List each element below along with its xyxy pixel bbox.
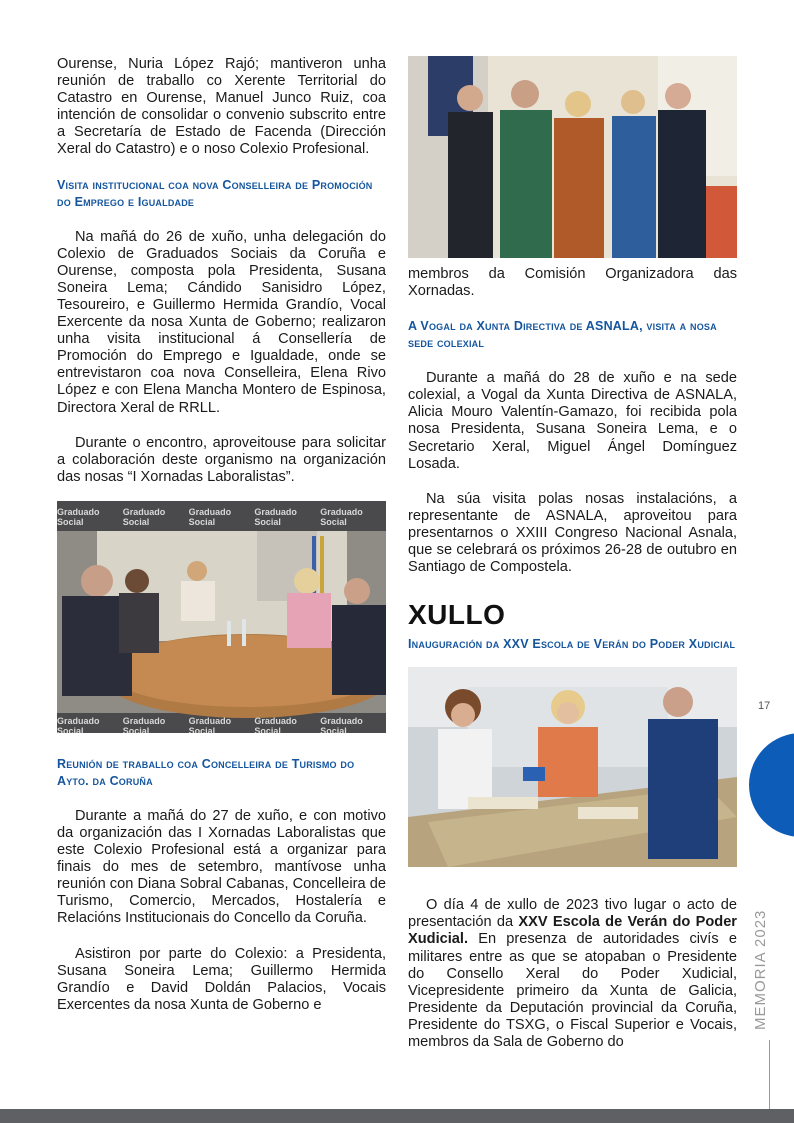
body-paragraph: Asistiron por parte do Colexio: a Presidenta, Susana Soneira Lema; Guillermo Hermida Grandío e David Doldán Palacios, Vocais Exercentes da nosa Xunta de Goberno e (57, 945, 386, 1013)
para-text: En presenza de autoridades civís e militares entre as que se atopaban o Presidente do Consello Xeral do Poder Xudicial, Vicepresidente primeiro da Xunta de Galicia, Presidente da Deputación provincial da Coruña, Presidente do TSXG, o Fiscal Superior e Vocais, membros da Sala de Goberno do (408, 931, 737, 1050)
photo-meeting-conselleria (57, 501, 386, 733)
page-number: 17 (758, 700, 771, 712)
banner-logo-text: Graduado Social (320, 506, 363, 527)
body-paragraph: Na súa visita polas nosas instalacións, a representante de ASNALA, aproveitou para presentarnos o XXIII Congreso Nacional Asnala, que se celebrará os próximos 26-28 de outubro en Santiago de Compostela. (408, 490, 737, 576)
decorative-blue-circle (749, 733, 794, 837)
body-paragraph: Na mañá do 26 de xuño, unha delegación do Colexio de Graduados Sociais da Coruña e Ourense, composta pola Presidenta, Susana Soneira Lema; Cándido Sanisidro López, Tesoureiro, e Guillermo Hermida Grandío, Vocal Exercente da nosa Xunta de Goberno; realizaron unha visita institucional á Consellería de Promoción do Emprego e Igualdade, onde se entrevistaron coa nova Conselleira, Elena Rivo López e con Elena Mancha Montero de Espinosa, Directora Xeral de RRLL. (57, 228, 386, 416)
banner-logo-text: Graduado Social (57, 506, 100, 527)
month-heading: XULLO (408, 599, 506, 631)
body-paragraph: Durante a mañá do 27 de xuño, e con motivo da organización das I Xornadas Laboralistas que este Colexio Profesional está a organizar para finais do mes de setembro, mantívose unha reunión con Diana Sobral Cabanas, Concelleira de Turismo, Comercio, Mercados, Hostalería e Relacións Institucionais do Concello da Coruña. (57, 807, 386, 927)
intro-paragraph: Ourense, Nuria López Rajó; mantiveron unha reunión de traballo co Xerente Territorial do Catastro en Ourense, Manuel Junco Ruiz, coa intención de consolidar o convenio subscrito entre a Secretaría de Estado de Facenda (Dirección Xeral do Catastro) e o noso Colexio Profesional. (57, 56, 386, 158)
banner-strip-bottom (57, 716, 386, 733)
section-heading-turismo: Reunión de traballo coa Concelleira de Turismo do Ayto. da Coruña (57, 756, 355, 788)
section-heading-escola-veran: Inauguración da XXV Escola de Verán do Poder Xudicial (408, 637, 736, 652)
banner-logo-text: Graduado Social (122, 506, 166, 527)
footer-bar (0, 1109, 794, 1123)
left-column (57, 56, 386, 1014)
para-bold-event: XXV Escola de Verán do Poder Xudicial. (408, 914, 737, 948)
banner-logo-text: Graduado Social (320, 715, 363, 733)
sidebar-divider-line (769, 1040, 770, 1110)
banner-logo-text: Graduado Social (188, 715, 232, 733)
photo-group-standing (408, 56, 737, 258)
section-heading-conselleira: Visita institucional coa nova Conselleira de Promoción do Emprego e Igualdade (57, 177, 373, 209)
photo-escola-veran (408, 667, 737, 867)
body-paragraph-escola (408, 897, 737, 1051)
banner-logo-text: Graduado Social (122, 715, 166, 733)
banner-logo-text: Graduado Social (254, 506, 297, 527)
body-paragraph: Durante o encontro, aproveitouse para solicitar a colaboración deste organismo na organización das nosas “I Xornadas Laboralistas”. (57, 434, 386, 485)
body-paragraph: Durante a mañá do 28 de xuño e na sede colexial, a Vogal da Xunta Directiva de ASNALA, Alicia Mouro Valentín-Gamazo, foi recibida pola nosa Presidenta, Susana Soneira Lema, e o Secretario Xeral, Miguel Ángel Domínguez Losada. (408, 370, 737, 472)
banner-logo-text: Graduado Social (188, 506, 232, 527)
banner-logo-text: Graduado Social (254, 715, 297, 733)
right-column (408, 56, 737, 1051)
banner-logo-text: Graduado Social (57, 715, 100, 733)
banner-strip-top (57, 507, 386, 527)
section-heading-asnala: A Vogal da Xunta Directiva de ASNALA, visita a nosa sede colexial (408, 319, 717, 351)
para-text: O día 4 de xullo de 2023 tivo lugar o acto de presentación da (408, 897, 737, 931)
continuation-paragraph: membros da Comisión Organizadora das Xornadas. (408, 266, 737, 300)
publication-label: MEMORIA 2023 (752, 909, 769, 1030)
